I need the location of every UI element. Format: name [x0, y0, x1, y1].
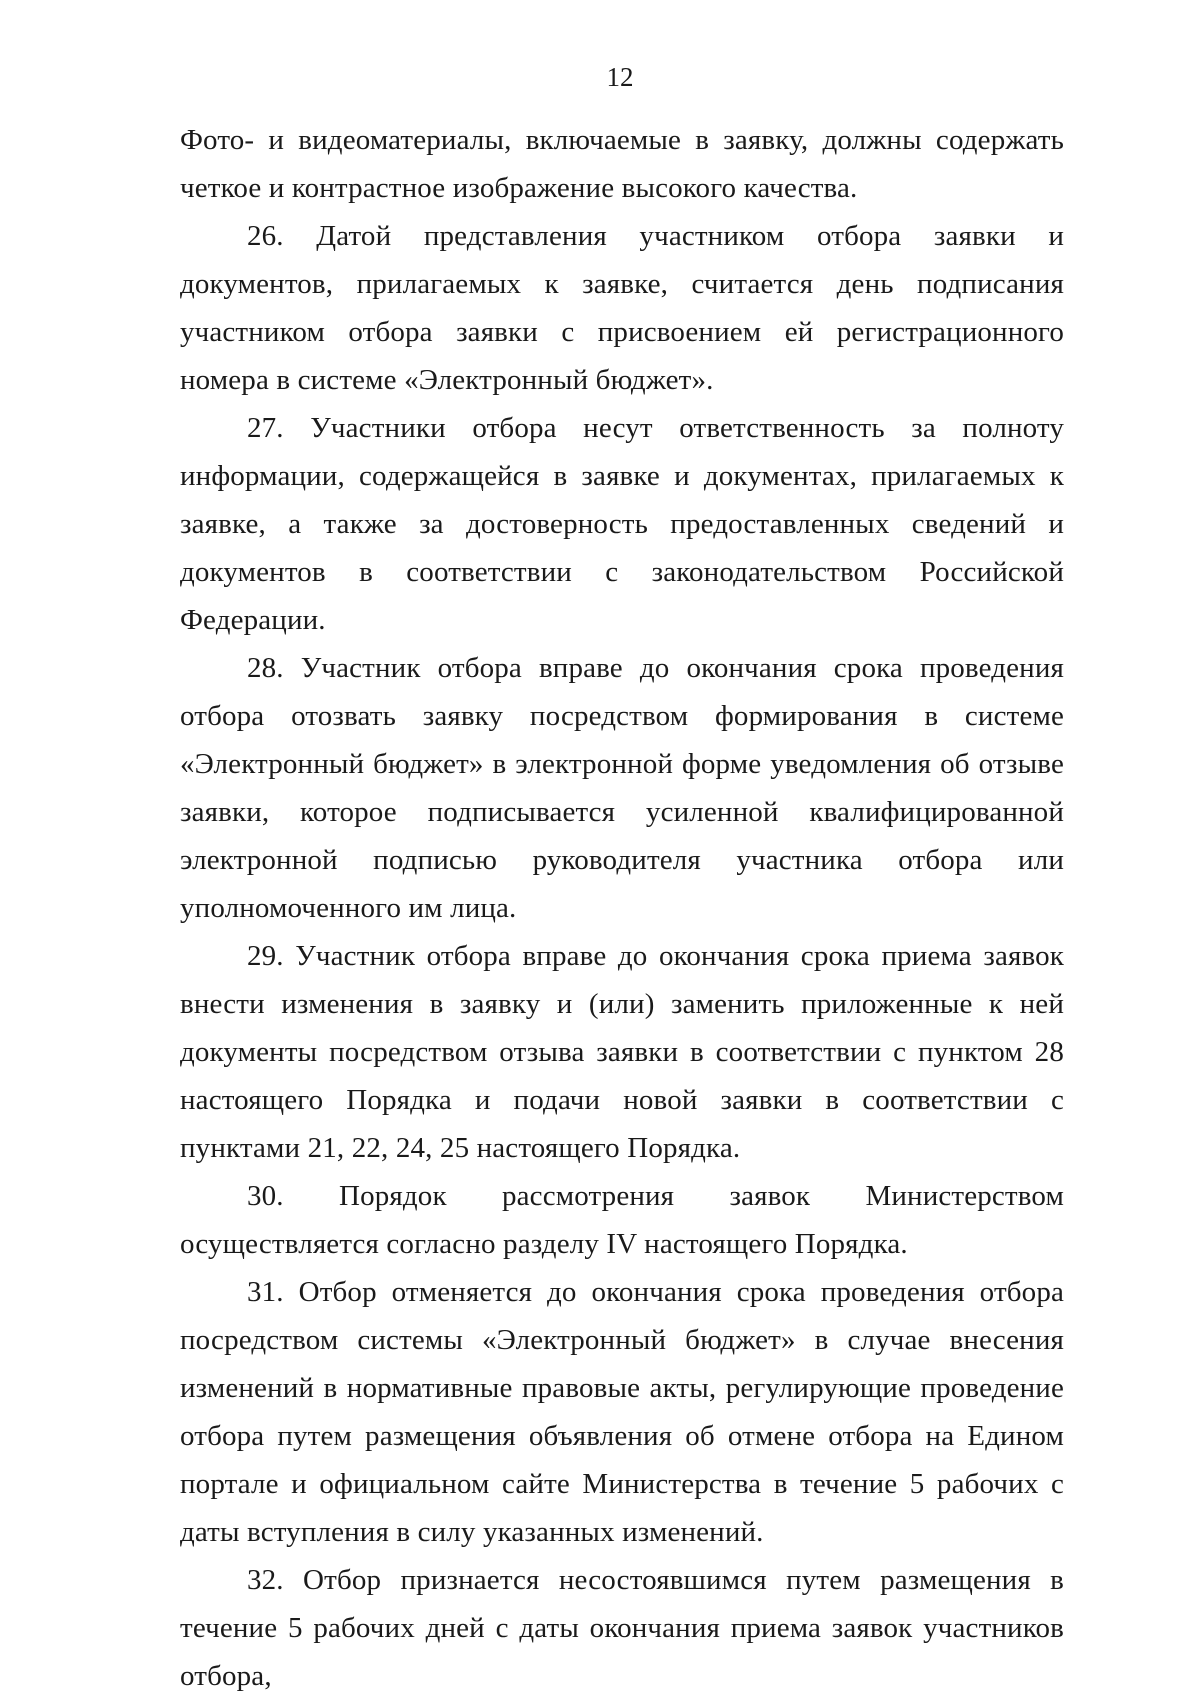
paragraph-27: 27. Участники отбора несут ответственность за полноту информации, содержащейся в заявке и документах, прилагаемых к заявке, а также за достоверность предоставленных сведений и документов в соответствии с законодательством Российской Федерации. — [180, 412, 1064, 636]
paragraph-32: 32. Отбор признается несостоявшимся путем размещения в течение 5 рабочих дней с даты окончания приема заявок участников отбора, — [180, 1564, 1064, 1692]
page-number: 12 — [606, 62, 634, 92]
paragraph-26: 26. Датой представления участником отбора заявки и документов, прилагаемых к заявке, считается день подписания участником отбора заявки с присвоением ей регистрационного номера в системе «Электронный бюджет». — [180, 220, 1064, 396]
paragraph-photo-video: Фото- и видеоматериалы, включаемые в заявку, должны содержать четкое и контрастное изображение высокого качества. — [180, 124, 1064, 204]
paragraph-29: 29. Участник отбора вправе до окончания срока приема заявок внести изменения в заявку и (или) заменить приложенные к ней документы посредством отзыва заявки в соответствии с пунктом 28 настоящего Порядка и подачи новой заявки в соответствии с пунктами 21, 22, 24, 25 настоящего Порядка. — [180, 940, 1064, 1164]
document-body — [180, 116, 1064, 1700]
paragraph-30: 30. Порядок рассмотрения заявок Министерством осуществляется согласно разделу IV настоящего Порядка. — [180, 1180, 1064, 1260]
paragraph-31: 31. Отбор отменяется до окончания срока проведения отбора посредством системы «Электронный бюджет» в случае внесения изменений в нормативные правовые акты, регулирующие проведение отбора путем размещения объявления об отмене отбора на Едином портале и официальном сайте Министерства в течение 5 рабочих с даты вступления в силу указанных изменений. — [180, 1276, 1064, 1548]
paragraph-28: 28. Участник отбора вправе до окончания срока проведения отбора отозвать заявку посредством формирования в системе «Электронный бюджет» в электронной форме уведомления об отзыве заявки, которое подписывается усиленной квалифицированной электронной подписью руководителя участника отбора или уполномоченного им лица. — [180, 652, 1064, 924]
